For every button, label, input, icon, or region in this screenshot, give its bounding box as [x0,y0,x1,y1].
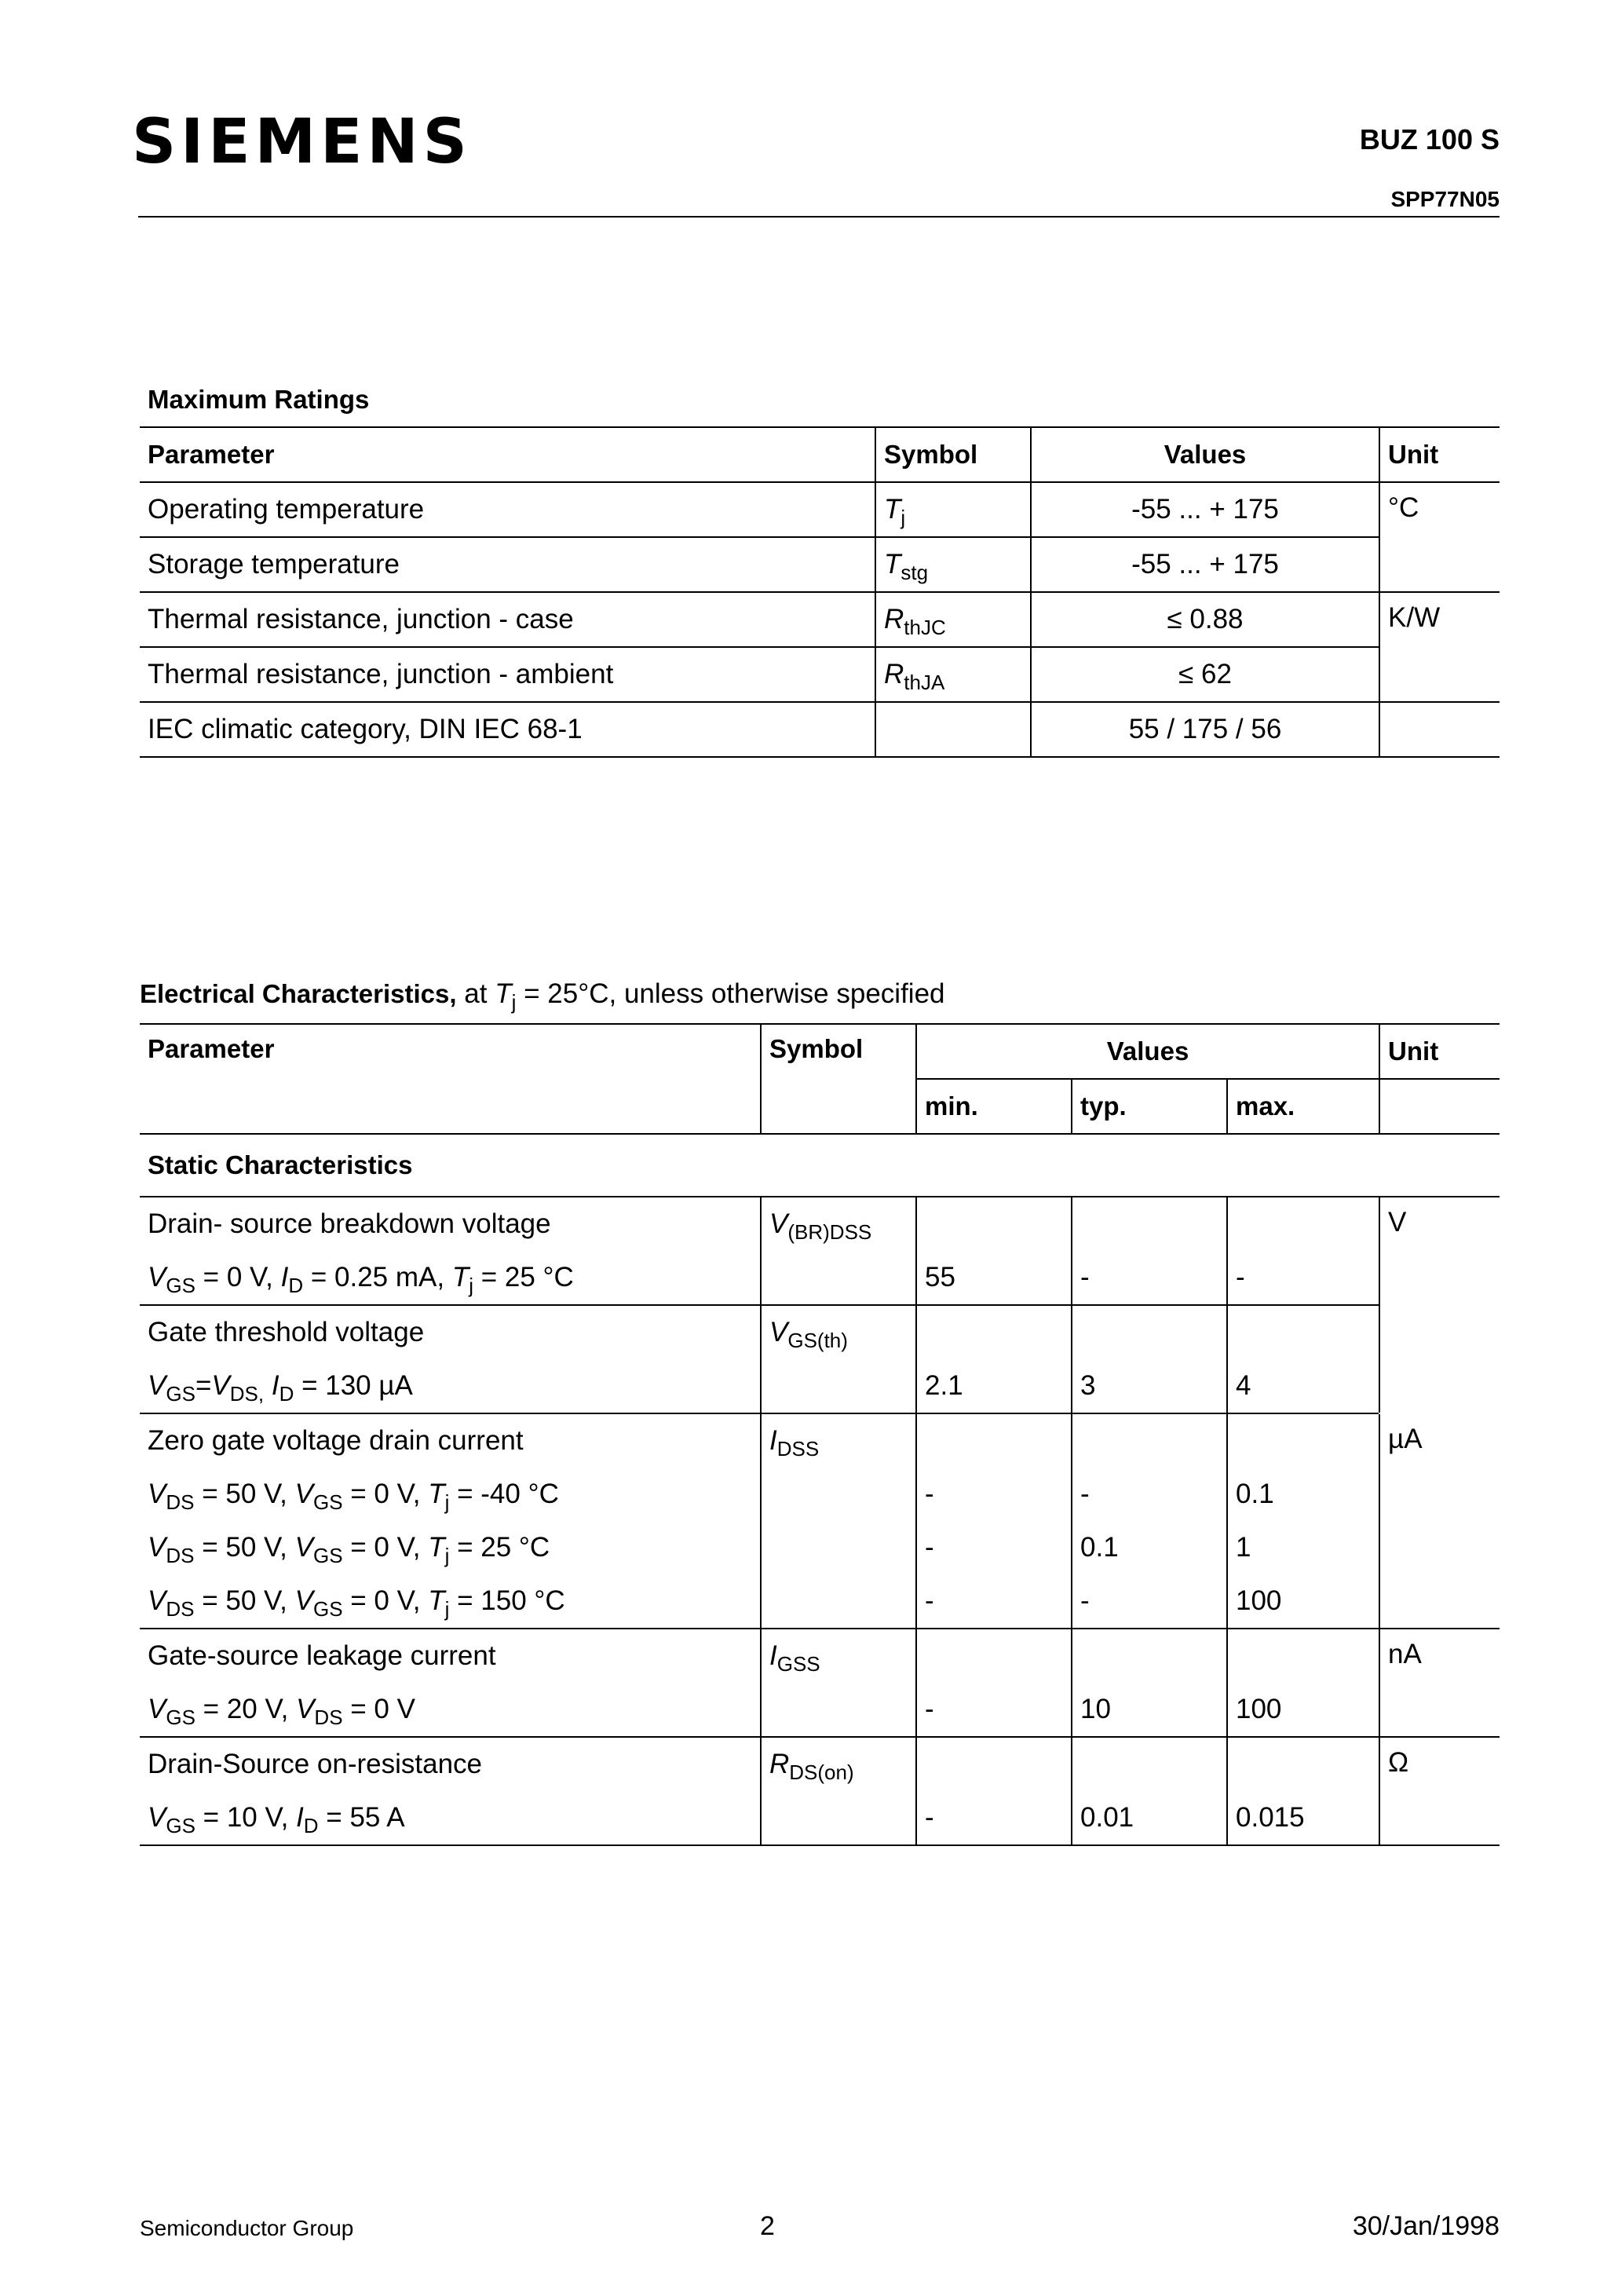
table-header-row [140,1024,1500,1079]
siemens-logo: SIEMENS [132,107,472,177]
table-row [140,482,1500,537]
symbol-cell: $R_{DS(on)}$ [761,1737,916,1791]
footer-company: Semiconductor Group [140,2216,354,2240]
table-row [140,1791,1500,1845]
part-number: BUZ 100 S [1359,123,1500,155]
typ-cell: 0.01 [1072,1791,1227,1845]
value-cell: ≤ 62 [1031,647,1379,702]
symbol-cell: $T_{stg}$ [875,537,1031,592]
value-cell: -55 ... + 175 [1031,537,1379,592]
typ-cell: - [1072,1468,1227,1521]
table-header-row [140,427,1500,482]
page-number: 2 [760,2211,775,2241]
table-row [140,1413,1500,1468]
col-header-min: min. [916,1079,1072,1134]
section-row [140,1134,1500,1197]
max-cell: 100 [1227,1574,1379,1629]
max-cell: 1 [1227,1521,1379,1574]
table-row [140,1251,1500,1305]
unit-cell: K/W [1379,592,1500,702]
parameter-cell: Thermal resistance, junction - ambient [140,647,875,702]
parameter-cell: IEC climatic category, DIN IEC 68-1 [140,702,875,757]
table-row [140,1359,1500,1413]
min-cell: - [916,1683,1072,1737]
typ-cell: 10 [1072,1683,1227,1737]
condition-cell: $V_{DS} = 50$ V, $V_{GS} = 0$ V, $T_j = 25$ °C [148,1532,550,1567]
symbol-cell: $R_{thJA}$ [875,647,1031,702]
table-row [140,1629,1500,1683]
min-cell: - [916,1521,1072,1574]
table-row [140,1574,1500,1629]
typ-cell: 3 [1072,1359,1227,1413]
min-cell: 55 [916,1251,1072,1305]
footer-date: 30/Jan/1998 [1352,2211,1500,2241]
value-cell: -55 ... + 175 [1031,482,1379,537]
symbol-cell: $I_{DSS}$ [761,1413,916,1468]
max-ratings-title: Maximum Ratings [148,385,370,414]
parameter-cell: Storage temperature [140,537,875,592]
unit-cell: V [1379,1197,1500,1413]
col-header-values: Values [1031,427,1379,482]
table-row [140,1197,1500,1251]
condition-cell: $V_{GS} = 10$ V, $I_D = 55$ A [140,1791,761,1845]
parameter-cell: Drain-Source on-resistance [148,1749,483,1779]
col-header-parameter: Parameter [140,1024,761,1134]
symbol-cell [875,702,1031,757]
col-header-symbol: Symbol [761,1024,916,1134]
typ-cell: - [1072,1251,1227,1305]
electrical-title: Electrical Characteristics, at $T_j = 25^\circ C$, unless otherwise specified [140,978,945,1014]
symbol-cell: $V_{GS(th)}$ [761,1305,916,1359]
parameter-cell: Drain- source breakdown voltage [148,1208,551,1239]
condition-cell: $V_{GS} = 20$ V, $V_{DS} = 0$ V [140,1683,761,1737]
condition-cell: $V_{DS} = 50$ V, $V_{GS} = 0$ V, $T_j = 150$ °C [140,1574,761,1629]
col-header-parameter: Parameter [140,427,875,482]
col-header-symbol: Symbol [875,427,1031,482]
parameter-cell: Gate-source leakage current [148,1640,496,1671]
symbol-cell: $V_{(BR)DSS}$ [761,1197,916,1251]
table-row [140,1683,1500,1737]
max-cell: 100 [1227,1683,1379,1737]
table-row [140,702,1500,757]
min-cell: - [916,1468,1072,1521]
max-cell: 4 [1227,1359,1379,1413]
min-cell: - [916,1574,1072,1629]
unit-cell: µA [1379,1413,1500,1629]
parameter-cell: Operating temperature [140,482,875,537]
unit-cell [1379,702,1500,757]
unit-cell: Ω [1379,1737,1500,1845]
parameter-cell: Zero gate voltage drain current [148,1425,524,1456]
table-row [140,1468,1500,1521]
typ-cell: 0.1 [1072,1521,1227,1574]
max-cell: 0.1 [1227,1468,1379,1521]
max-cell: - [1227,1251,1379,1305]
table-row [140,1737,1500,1791]
condition-cell: $V_{GS}=V_{DS,}$ $I_D = 130$ µA [140,1359,761,1413]
condition-cell: $V_{GS} = 0$ V, $I_D = 0.25$ mA, $T_j = 25$ °C [140,1251,761,1305]
table-row [140,537,1500,592]
value-cell: ≤ 0.88 [1031,592,1379,647]
unit-cell: °C [1379,482,1500,592]
electrical-table [140,1023,1500,1846]
max-cell: 0.015 [1227,1791,1379,1845]
col-header-unit: Unit [1379,1024,1500,1079]
condition-cell: $V_{DS} = 50$ V, $V_{GS} = 0$ V, $T_j = -40$ °C [148,1479,559,1514]
unit-cell: nA [1379,1629,1500,1737]
symbol-cell: $T_j$ [875,482,1031,537]
col-header-values: Values [916,1024,1379,1079]
symbol-cell: $I_{GSS}$ [761,1629,916,1683]
table-row [140,1305,1500,1359]
static-characteristics-title: Static Characteristics [140,1134,1500,1197]
header-rule [138,216,1500,218]
value-cell: 55 / 175 / 56 [1031,702,1379,757]
col-header-typ: typ. [1072,1079,1227,1134]
col-header-unit: Unit [1379,427,1500,482]
table-row [140,647,1500,702]
min-cell: - [916,1791,1072,1845]
parameter-cell: Thermal resistance, junction - case [140,592,875,647]
parameter-cell: Gate threshold voltage [148,1317,425,1347]
max-ratings-table [140,426,1500,758]
table-row [140,592,1500,647]
typ-cell: - [1072,1574,1227,1629]
col-header-max: max. [1227,1079,1379,1134]
symbol-cell: $R_{thJC}$ [875,592,1031,647]
min-cell: 2.1 [916,1359,1072,1413]
alt-part-number: SPP77N05 [1390,187,1500,211]
table-row [140,1521,1500,1574]
